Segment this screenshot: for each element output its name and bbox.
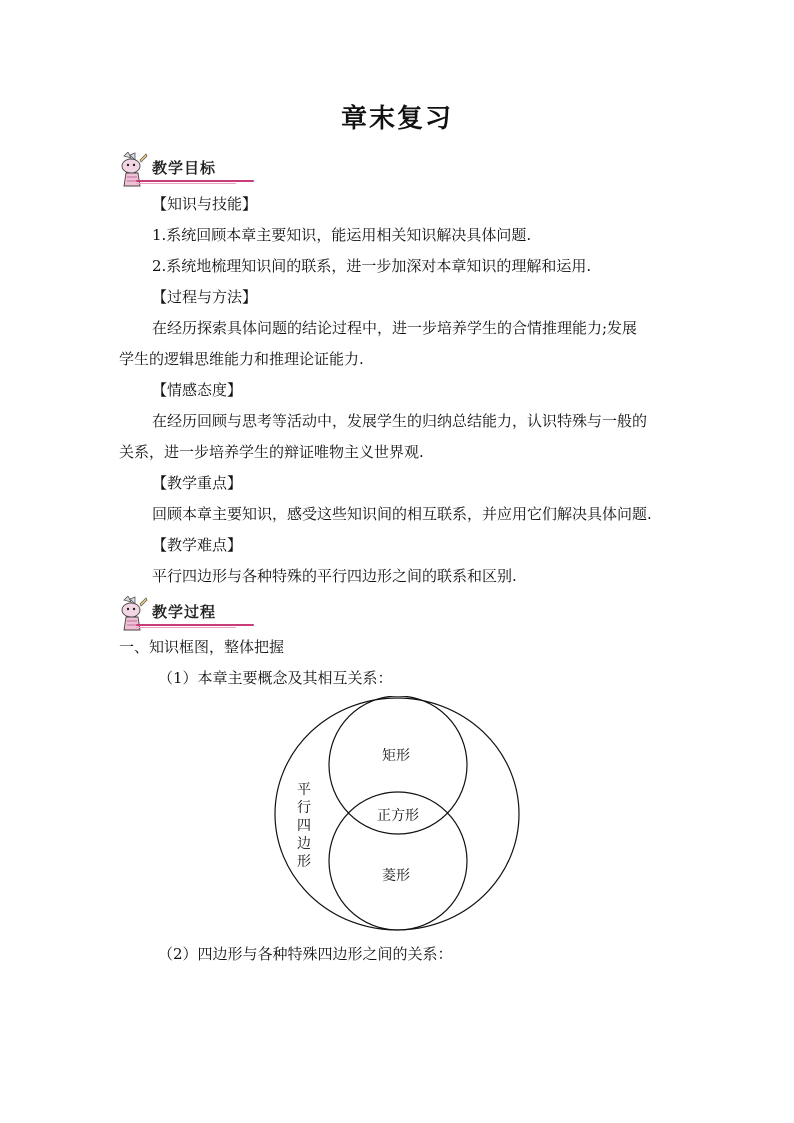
section-underline-thin — [136, 627, 236, 628]
knowledge-item-2: 2.系统地梳理知识间的联系，进一步加深对本章知识的理解和运用. — [152, 257, 592, 275]
quadrilateral-venn-diagram — [272, 696, 522, 934]
outer-label-char: 行 — [297, 800, 311, 816]
section-label-goals: 教学目标 — [152, 159, 217, 177]
section-underline — [136, 624, 254, 626]
section-underline-thin — [136, 183, 236, 184]
bottom-circle-label: 菱形 — [382, 868, 410, 884]
emotion-heading: 【情感态度】 — [152, 381, 243, 399]
difficulty-heading: 【教学难点】 — [152, 536, 243, 554]
outer-label-char: 形 — [297, 854, 311, 870]
section-header-process — [118, 596, 248, 632]
emotion-text-line2: 关系，进一步培养学生的辩证唯物主义世界观. — [119, 443, 424, 461]
emotion-text-line1: 在经历回顾与思考等活动中，发展学生的归纳总结能力，认识特殊与一般的 — [152, 412, 648, 430]
top-circle-label: 矩形 — [382, 748, 410, 764]
process-item-1: （1）本章主要概念及其相互关系： — [158, 669, 393, 687]
overlap-label: 正方形 — [377, 808, 419, 824]
page-title: 章末复习 — [340, 104, 453, 134]
outer-label-char: 四 — [297, 818, 311, 834]
difficulty-text: 平行四边形与各种特殊的平行四边形之间的联系和区别. — [152, 567, 517, 585]
section-header-goals — [118, 152, 248, 188]
method-heading: 【过程与方法】 — [152, 288, 258, 306]
outer-label-char: 边 — [297, 836, 311, 852]
method-text-line1: 在经历探索具体问题的结论过程中，进一步培养学生的合情推理能力;发展 — [152, 319, 638, 337]
section-label-process: 教学过程 — [152, 603, 217, 621]
knowledge-heading: 【知识与技能】 — [152, 195, 258, 213]
section-underline — [136, 180, 254, 182]
key-point-text: 回顾本章主要知识，感受这些知识间的相互联系，并应用它们解决具体问题. — [152, 505, 652, 523]
outer-label-char: 平 — [297, 782, 311, 798]
process-item-2: （2）四边形与各种特殊四边形之间的关系： — [158, 945, 453, 963]
method-text-line2: 学生的逻辑思维能力和推理论证能力. — [119, 350, 364, 368]
knowledge-item-1: 1.系统回顾本章主要知识，能运用相关知识解决具体问题. — [152, 226, 532, 244]
key-point-heading: 【教学重点】 — [152, 474, 243, 492]
part1-heading: 一、知识框图，整体把握 — [119, 638, 285, 656]
